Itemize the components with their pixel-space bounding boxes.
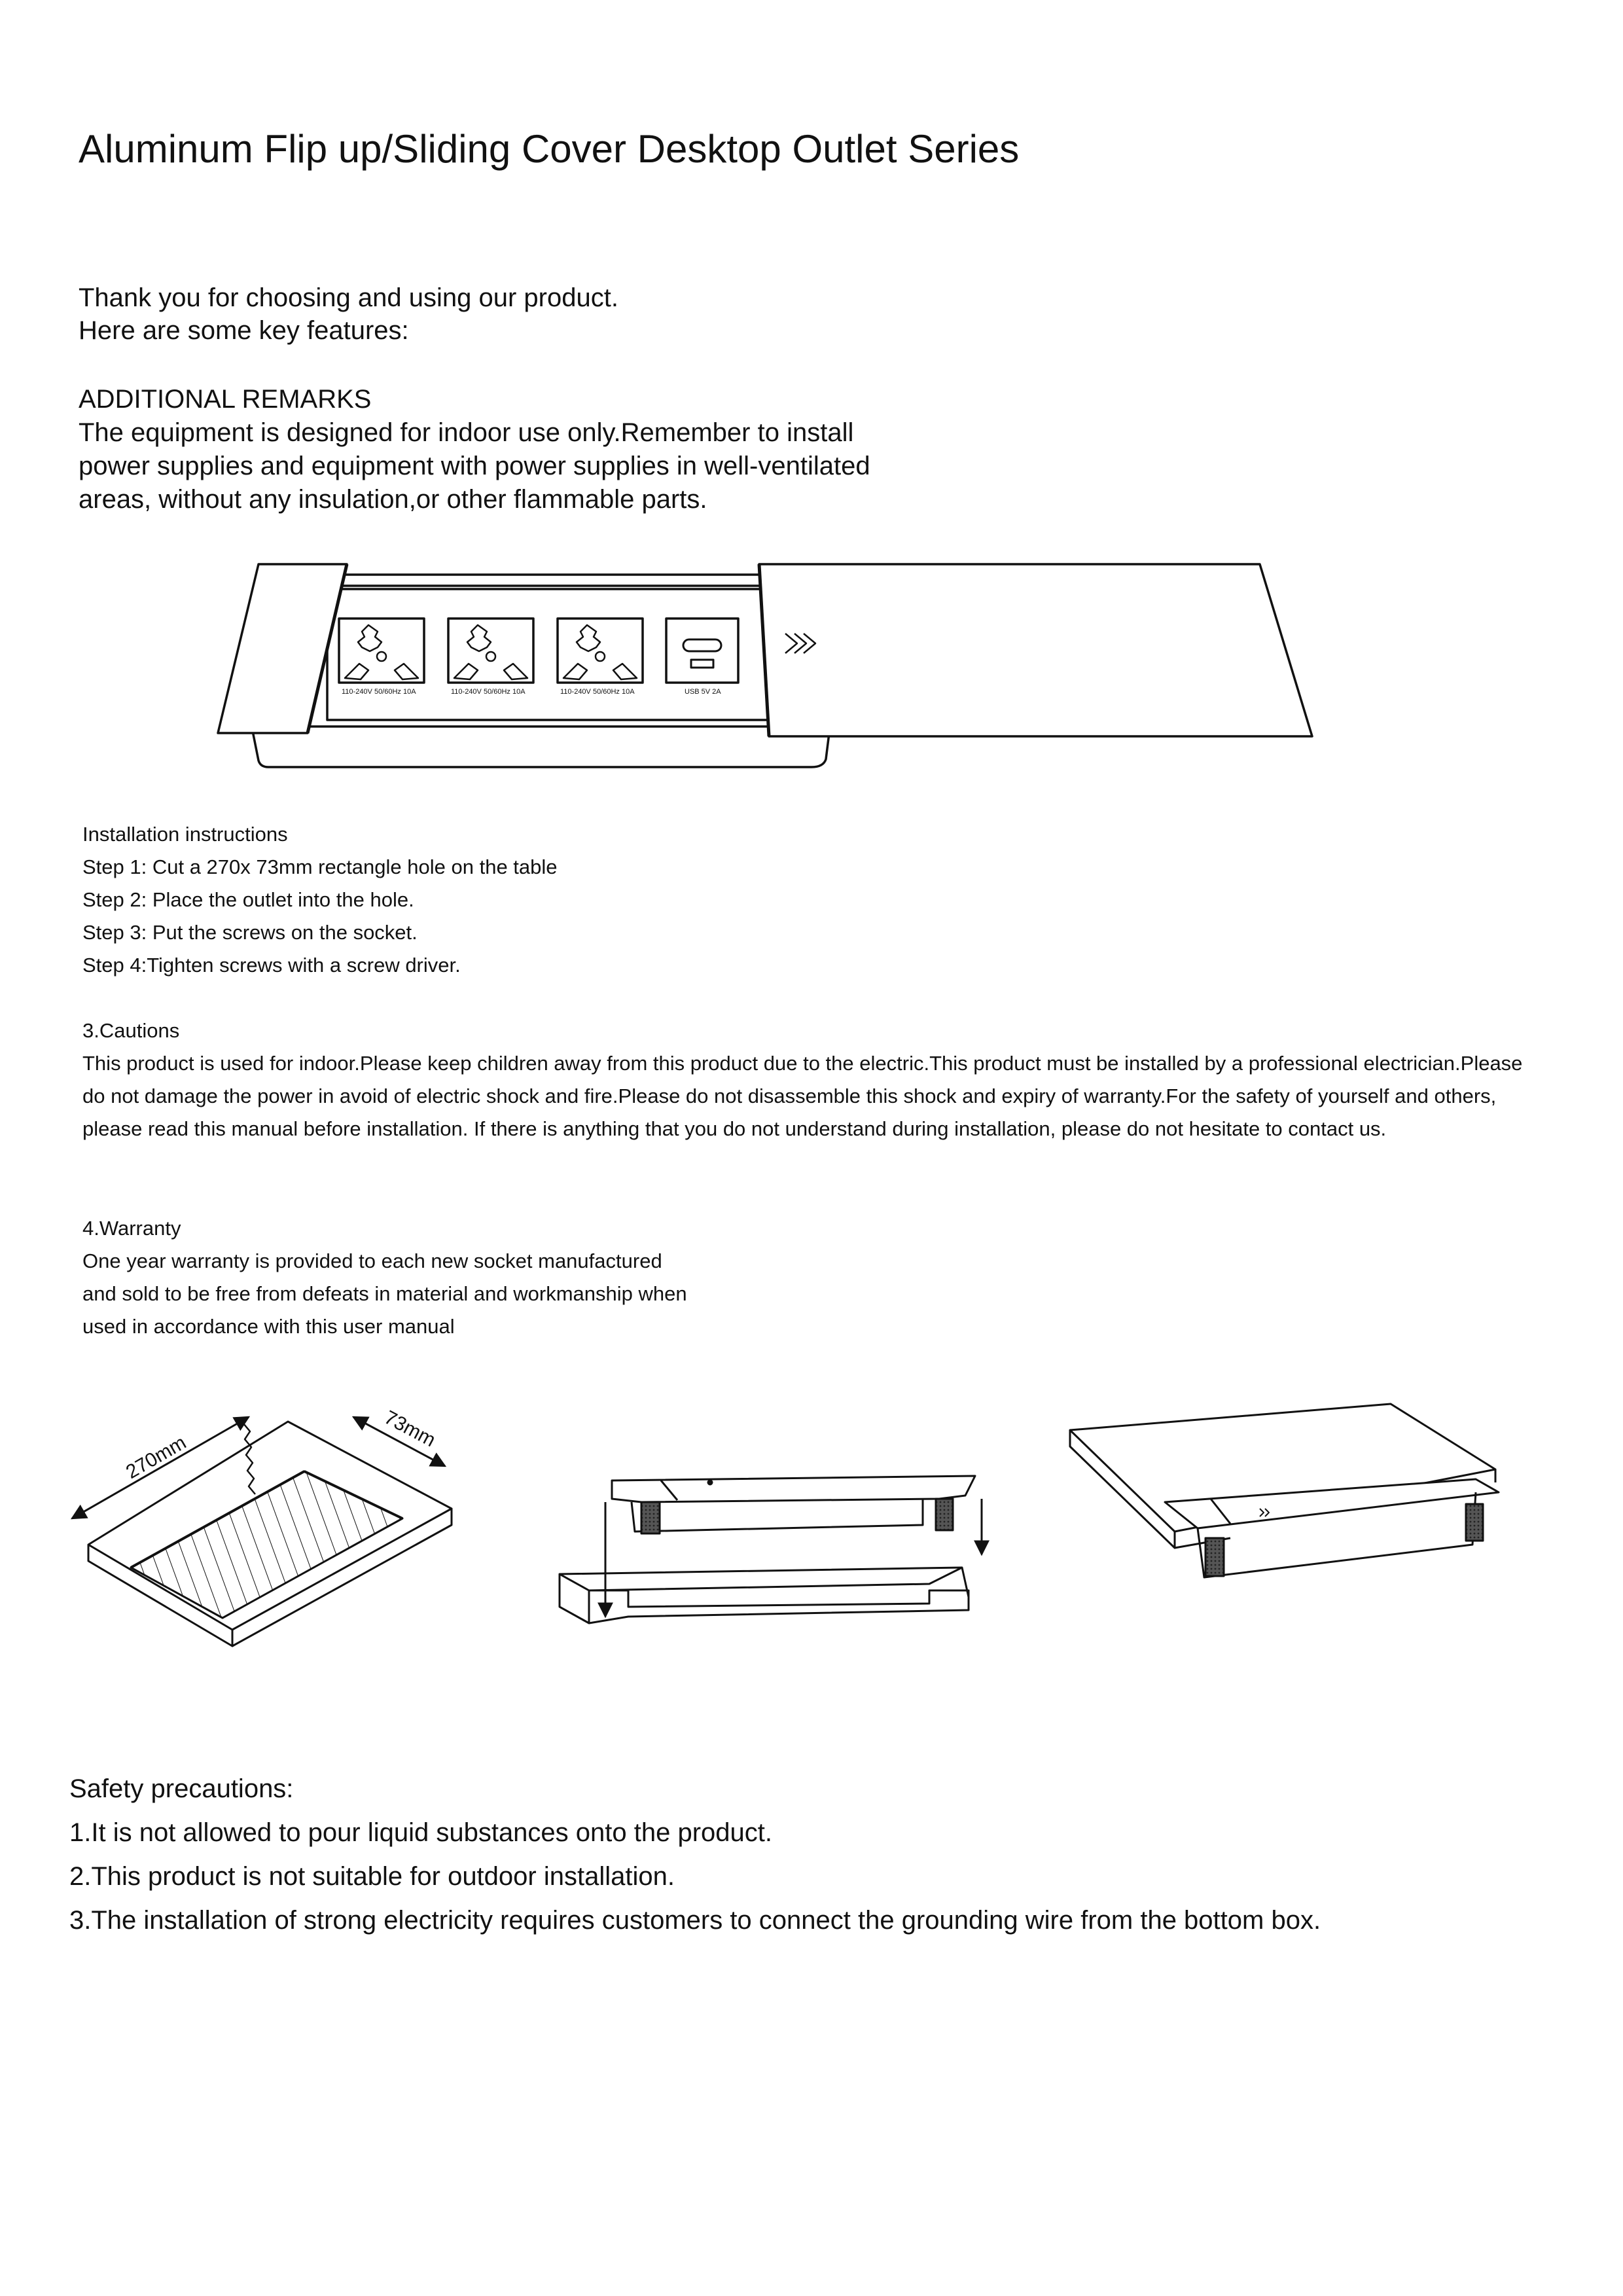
usb-port-icon [666, 619, 738, 683]
installation-step: Step 3: Put the screws on the socket. [82, 921, 418, 944]
length-dimension-label: 270mm [122, 1431, 190, 1484]
intro-text [79, 281, 618, 347]
product-illustration [0, 543, 1374, 779]
universal-socket-icon [339, 619, 424, 683]
warranty-heading: 4.Warranty [82, 1217, 181, 1240]
intro-line: Here are some key features: [79, 316, 409, 345]
warranty-line: used in accordance with this user manual [82, 1315, 455, 1338]
socket-rating-label: 110-240V 50/60Hz 10A [451, 688, 526, 696]
safety-heading: Safety precautions: [69, 1774, 294, 1803]
place-outlet-diagram [560, 1476, 982, 1623]
installation-step: Step 2: Place the outlet into the hole. [82, 888, 414, 911]
installation-step: Step 4:Tighten screws with a screw driver. [82, 954, 461, 977]
installation-diagrams [0, 1381, 1571, 1682]
safety-item: 1.It is not allowed to pour liquid substances onto the product. [69, 1818, 773, 1847]
cautions-text: This product is used for indoor.Please keep children away from this product due to the electric.This product must be installed by a professional electrician.Please do not damage the power in avoid of electric shock and fire.Please do not disassemble this shock and expiry of warranty.For the safety of yourself and others, please read this manual before installation. If there is anything that you do not understand during installation, please do not hesitate to contact us. [82, 1052, 1523, 1140]
width-dimension-label: 73mm [380, 1407, 439, 1452]
safety-item: 2.This product is not suitable for outdoor installation. [69, 1862, 675, 1891]
socket-rating-label: 110-240V 50/60Hz 10A [342, 688, 416, 696]
socket-rating-label: 110-240V 50/60Hz 10A [560, 688, 635, 696]
warranty-line: One year warranty is provided to each new socket manufactured [82, 1249, 662, 1272]
universal-socket-icon [448, 619, 533, 683]
cautions-section [82, 1014, 1548, 1145]
cut-hole-diagram [72, 1417, 452, 1646]
universal-socket-icon [558, 619, 643, 683]
remarks-line: power supplies and equipment with power supplies in well-ventilated [79, 452, 870, 480]
warranty-section [82, 1212, 687, 1343]
intro-line: Thank you for choosing and using our product. [79, 283, 618, 312]
warranty-line: and sold to be free from defeats in material and workmanship when [82, 1282, 687, 1305]
remarks-line: The equipment is designed for indoor use only.Remember to install [79, 418, 854, 447]
installed-outlet-diagram [1070, 1404, 1499, 1577]
additional-remarks [79, 383, 870, 516]
installation-instructions [82, 818, 558, 982]
page-title: Aluminum Flip up/Sliding Cover Desktop Outlet Series [79, 127, 1020, 171]
safety-item: 3.The installation of strong electricity requires customers to connect the grounding wire from the bottom box. [69, 1906, 1321, 1935]
cautions-heading: 3.Cautions [82, 1019, 180, 1042]
installation-heading: Installation instructions [82, 823, 288, 846]
usb-rating-label: USB 5V 2A [685, 688, 721, 696]
safety-precautions [69, 1767, 1321, 1943]
remarks-line: areas, without any insulation,or other flammable parts. [79, 485, 707, 514]
remarks-heading: ADDITIONAL REMARKS [79, 385, 372, 414]
installation-step: Step 1: Cut a 270x 73mm rectangle hole on the table [82, 855, 558, 878]
